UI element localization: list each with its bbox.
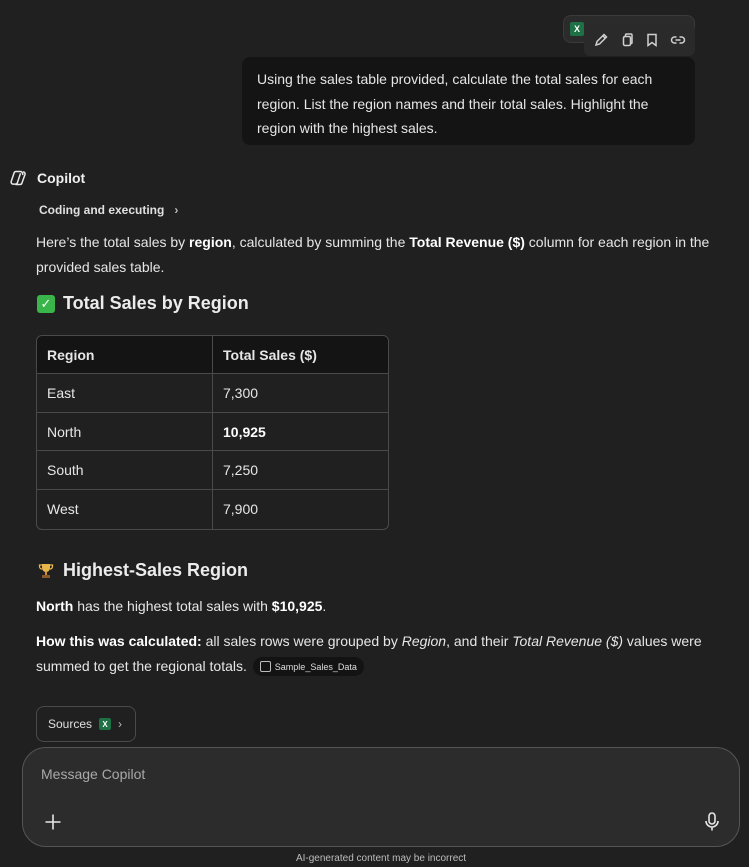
table-header-row: [37, 336, 388, 374]
bookmark-button[interactable]: [641, 29, 663, 51]
trophy-icon: [37, 562, 55, 580]
calc-italic-2: Total Revenue ($): [512, 633, 624, 649]
chevron-right-icon: ›: [118, 717, 123, 731]
heading-highest-sales: [37, 560, 248, 581]
highest-region: North: [36, 598, 74, 614]
message-input[interactable]: [41, 762, 641, 786]
column-header-region: Region: [37, 336, 213, 374]
calc-text-1: all sales rows were grouped by: [201, 633, 402, 649]
plus-icon: [41, 810, 65, 834]
ai-disclaimer: AI-generated content may be incorrect: [295, 853, 467, 864]
highest-text: has the highest total sales with: [73, 598, 272, 614]
calculation-note: [36, 629, 726, 678]
message-composer: [22, 747, 740, 847]
link-icon: [670, 32, 686, 48]
intro-text-1: Here’s the total sales by: [36, 234, 190, 250]
message-toolbar: [584, 24, 695, 56]
cell-region: West: [37, 490, 213, 529]
table-row: [37, 374, 388, 413]
cell-region: North: [37, 413, 213, 452]
intro-text-3: column for each region in the provided sales table.: [36, 234, 710, 275]
intro-text-2: , calculated by summing the: [231, 234, 410, 250]
heading-total-sales-text: Total Sales by Region: [63, 293, 249, 313]
copy-button[interactable]: [616, 29, 638, 51]
file-icon: [260, 661, 271, 672]
sources-label: Sources: [48, 717, 93, 731]
sources-button[interactable]: [36, 706, 136, 742]
copy-icon: [619, 32, 635, 48]
edit-button[interactable]: [590, 29, 612, 51]
column-header-total-sales: Total Sales ($): [213, 336, 388, 374]
excel-icon: X: [570, 22, 584, 36]
heading-total-sales: [37, 293, 249, 314]
coding-status-toggle[interactable]: [39, 203, 178, 217]
cell-total: 7,900: [223, 501, 259, 518]
highest-sales-statement: [36, 594, 726, 619]
cell-region: East: [37, 374, 213, 413]
calc-text-3: values were summed to get the regional totals.: [36, 633, 702, 674]
user-message: Using the sales table provided, calculate the total sales for each region. List the region names and their total sales. Highlight the region with the highest sales.: [242, 57, 695, 145]
cell-total: 7,250: [213, 451, 388, 490]
citation-label: Sample_Sales_Data: [274, 661, 357, 672]
table-row: [37, 490, 388, 529]
heading-highest-sales-text: Highest-Sales Region: [63, 560, 249, 580]
cell-region: South: [37, 451, 213, 490]
microphone-icon: [700, 810, 724, 834]
chevron-right-icon: ›: [174, 203, 179, 217]
assistant-name: Copilot: [37, 170, 86, 186]
source-citation-chip[interactable]: [253, 657, 364, 676]
sales-table: [36, 335, 389, 530]
cell-total-highlighted: 10,925: [213, 413, 388, 452]
excel-icon: X: [99, 718, 111, 730]
intro-bold-1: region: [189, 234, 232, 250]
assistant-header: [9, 168, 85, 188]
cell-total: 7,300: [213, 374, 388, 413]
share-link-button[interactable]: [667, 29, 689, 51]
copilot-logo-icon: [9, 168, 29, 188]
answer-intro: [36, 230, 726, 279]
highest-end: .: [322, 598, 327, 614]
table-row: [37, 413, 388, 452]
add-attachment-button[interactable]: [41, 810, 65, 834]
intro-bold-2: Total Revenue ($): [409, 234, 525, 250]
check-mark-icon: ✓: [37, 295, 55, 313]
bookmark-icon: [644, 32, 660, 48]
highest-amount: $10,925: [271, 598, 323, 614]
microphone-button[interactable]: [700, 810, 724, 834]
calc-italic-1: Region: [401, 633, 447, 649]
calc-label: How this was calculated:: [36, 633, 202, 649]
table-row: [37, 451, 388, 490]
edit-icon: [593, 32, 609, 48]
coding-status-label: Coding and executing: [39, 203, 165, 217]
calc-text-2: , and their: [446, 633, 513, 649]
